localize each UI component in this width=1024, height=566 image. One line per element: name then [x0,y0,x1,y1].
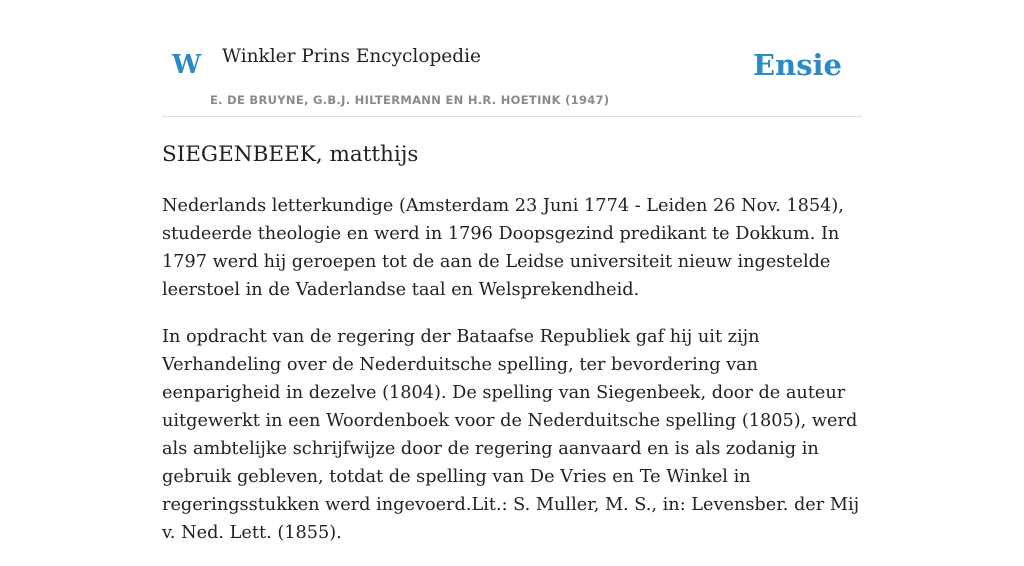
entry-title: SIEGENBEEK, matthijs [162,142,419,167]
source-authors: E. DE BRUYNE, G.B.J. HILTERMANN EN H.R. HOETINK (1947) [210,93,610,107]
winkler-prins-logo[interactable]: W [172,50,202,80]
ensie-logo[interactable]: Ensie [753,48,842,82]
source-header [162,0,862,117]
source-title[interactable]: Winkler Prins Encyclopedie [222,46,481,67]
paragraph: In opdracht van de regering der Bataafse Republiek gaf hij uit zijn Verhandeling over de Nederduitsche spelling, ter bevordering van eenparigheid in dezelve (1804). De spelling van Siegenbeek, door de auteur uitgewerkt in een Woordenboek voor de Nederduitsche spelling (1805), werd als ambtelijke schrijfwijze door de regering aanvaard en is als zodanig in gebruik gebleven, totdat de spelling van De Vries en Te Winkel in regeringsstukken werd ingevoerd.Lit.: S. Muller, M. S., in: Levensber. der Mij v. Ned. Lett. (1855). [162,327,860,543]
paragraph: Nederlands letterkundige (Amsterdam 23 Juni 1774 - Leiden 26 Nov. 1854), studeerde theologie en werd in 1796 Doopsgezind predikant te Dokkum. In 1797 werd hij geroepen tot de aan de Leidse universiteit nieuw ingestelde leerstoel in de Vaderlandse taal en Welsprekendheid. [162,196,844,300]
entry-body [162,192,867,566]
